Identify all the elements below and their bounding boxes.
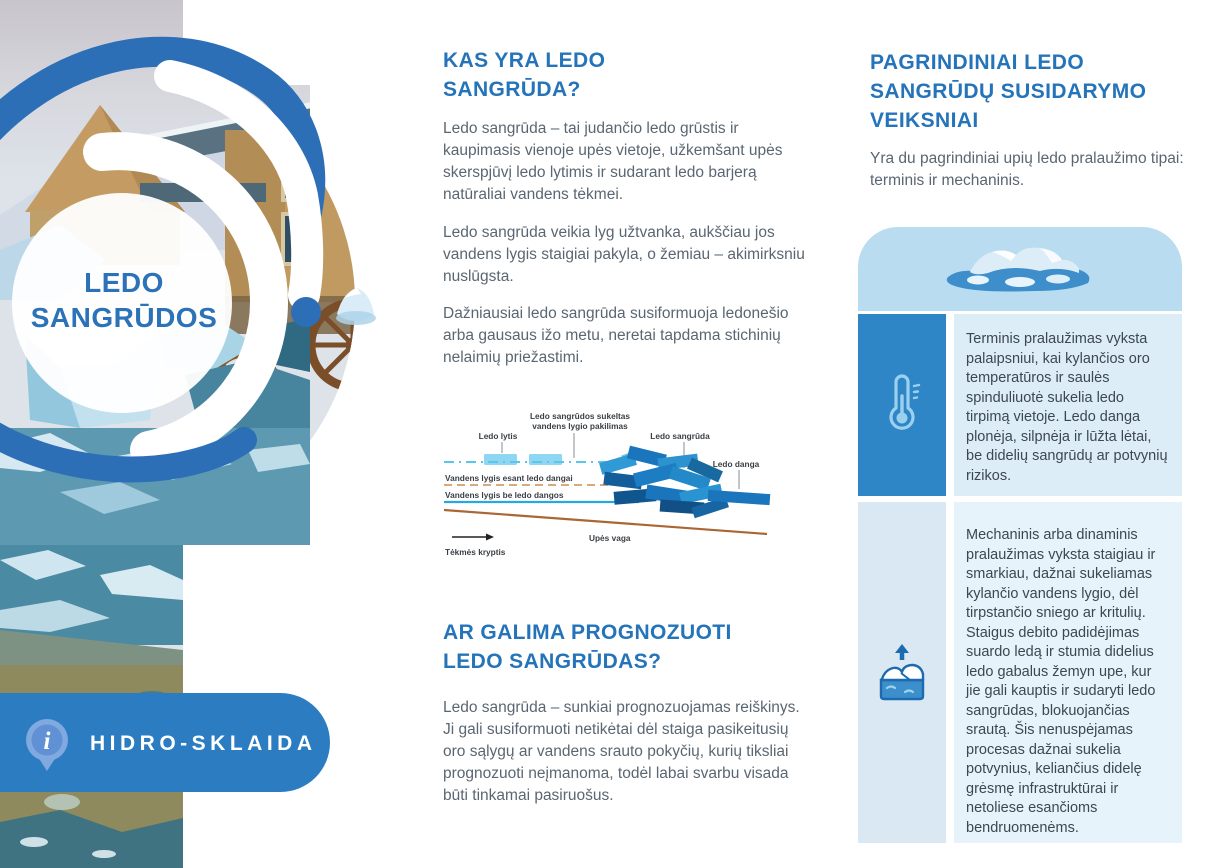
paragraph-what-3: Dažniausiai ledo sangrūda susiformuoja ledonešio arba gausaus ižo metu, neretai tapdama stichinių nelaimių priežastimi. (443, 305, 789, 366)
paragraph-factors-intro: Yra du pagrindiniai upių ledo pralaužimo tipai: terminis ir mechaninis. (870, 150, 1184, 189)
heading-main-factors: PAGRINDINIAI LEDO SANGRŪDŲ SUSIDARYMO VEIKSNIAI (870, 51, 1147, 132)
thermometer-icon (881, 374, 923, 436)
ice-jam-diagram (432, 398, 772, 564)
footer-brand-text: HIDRO-SKLAIDA (90, 732, 317, 755)
heading-can-forecast: AR GALIMA PROGNOZUOTI LEDO SANGRŪDAS? (443, 621, 732, 673)
diagram-floe-label: Ledo lytis (478, 431, 518, 441)
factor-card-icon-col-2 (858, 502, 946, 843)
left-panel-illustration (0, 0, 430, 868)
factor-card-text-1 (954, 314, 1182, 496)
factor-card-text-2 (954, 502, 1182, 843)
diagram-flow-direction-label: Tėkmės kryptis (445, 547, 506, 557)
paragraph-forecast: Ledo sangrūda – sunkiai prognozuojamas reiškinys. Ji gali susiformuoti netikėtai dėl staiga pasikeitusių oro sąlygų ar vandens srauto pokyčių, kurių tiksliai prognozuoti neįmanoma, todėl labai svarbu visada būti tinkamai pasiruošus. (443, 699, 800, 804)
factor-card-header (858, 227, 1182, 311)
ice-floes-arrow-icon (877, 644, 927, 702)
factor-card-icon-col-1 (858, 314, 946, 496)
heading-what-is-ice-jam: KAS YRA LEDO SANGRŪDA? (443, 49, 606, 101)
diagram-raise-label-line1: Ledo sangrūdos sukeltas (529, 411, 631, 421)
diagram-raise-label-line2: vandens lygio pakilimas (532, 421, 628, 431)
blue-dot (291, 297, 321, 327)
ice-floe (484, 454, 517, 465)
info-glyph: i (43, 728, 51, 755)
paragraph-what-2: Ledo sangrūda veikia lyg užtvanka, aukščiau jos vandens lygis staigiai pakyla, o žemiau – akimirksniu nuslūgsta. (443, 224, 805, 285)
mechaninis-text: Mechaninis arba dinaminis pralaužimas vyksta staigiau ir smarkiau, dažnai sukeliamas kylančio vandens lygio, dėl tirpstančio sniego ar kritulių. Staigus debito padidėjimas suardo ledą ir stumia didelius ledo gabalus žemyn upe, kur jie gali kauptis ir sudaryti ledo sangrūdas, blokuojančias srautą. Šis nenuspėjamas procesas dažnai sukelia potvynius, keliančius didelę grėsmę infrastruktūrai ir netoliese esančioms bendruomenėms. (966, 527, 1156, 836)
diagram-jam-label: Ledo sangrūda (650, 431, 710, 441)
ice-floe (529, 454, 562, 465)
footer-brand-pill (0, 693, 330, 792)
diagram-level-with-ice-label: Vandens lygis esant ledo dangai (445, 473, 573, 483)
paragraph-what-1: Ledo sangrūda – tai judančio ledo grūstis ir kaupimasis vienoje upės vietoje, užkemšant upės skerspjūvį ledo lytimis ir sudarant ledo barjerą natūraliai vandens tėkmei. (443, 120, 783, 203)
diagram-cover-label: Ledo danga (712, 459, 760, 469)
terminis-text: Terminis pralaužimas vyksta palaipsniui, kai kylančios oro temperatūros ir saulės spinduliuotė sukelia ledo tirpimą vietoje. Ledo danga plonėja, silpnėja ir lūžta lėtai, be didelių sangrūdų ar potvynių rizikos. (966, 331, 1168, 484)
panel-title-line2: SANGRŪDOS (30, 302, 218, 333)
diagram-level-without-ice-label: Vandens lygis be ledo dangos (445, 490, 564, 500)
iceberg-illustration (940, 239, 1100, 299)
diagram-river-bed-label: Upės vaga (589, 533, 631, 543)
panel-title-line1: LEDO (84, 267, 164, 298)
